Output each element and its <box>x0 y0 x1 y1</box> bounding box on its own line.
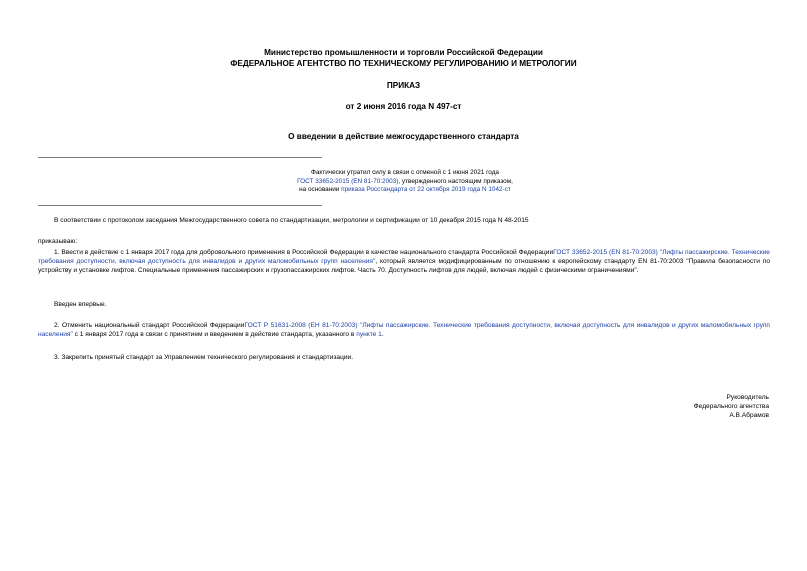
item-2 <box>38 322 770 340</box>
item-2-prefix: 2. Отменить национальный стандарт Российской Федерации <box>54 322 245 329</box>
item-1-suffix: , который является модифицированным по отношению к европейскому стандарту EN 81-70:2003 "Правила безопасности по устройству и установке лифтов. Специальные применения пассажирских и грузопассажирских лифтов. Часть 70. Доступность лифтов для людей, включая людей с физическими ограничениями". <box>38 257 770 274</box>
status-line-1: Фактически утратил силу в связи с отменой с 1 июня 2021 года <box>311 169 499 176</box>
preamble: В соответствии с протоколом заседания Межгосударственного совета по стандартизации, метрологии и сертификации от 10 декабря 2015 года N 48-2015 <box>54 217 529 224</box>
item-2-middle: с 1 января 2017 года в связи с принятием и введением в действие стандарта, указанного в <box>72 330 357 338</box>
signature-name: А.В.Абрамов <box>729 411 769 419</box>
item-1 <box>38 249 770 276</box>
status-line-2-rest: , утвержденного настоящим приказом, <box>398 177 513 185</box>
date-number: от 2 июня 2016 года N 497-ст <box>345 102 462 111</box>
document-subject: О введении в действие межгосударственного стандарта <box>288 132 519 141</box>
gost-33652-link[interactable]: ГОСТ 33652-2015 (EN 81-70:2003) "Лифты пассажирские. Технические требования доступности, включая доступность для инвалидов и других маломобильных групп населения" <box>38 249 770 265</box>
status-line-3-prefix: на основании <box>299 186 342 194</box>
status-line-3 <box>180 186 630 195</box>
status-standard-link[interactable]: ГОСТ 33652-2015 (EN 81-70:2003) <box>297 177 399 185</box>
rosstandart-order-link[interactable]: приказа Росстандарта от 22 октября 2019 года N 1042-ст <box>341 186 511 194</box>
agency-title: ФЕДЕРАЛЬНОЕ АГЕНТСТВО ПО ТЕХНИЧЕСКОМУ РЕГУЛИРОВАНИЮ И МЕТРОЛОГИИ <box>230 59 577 68</box>
introduced-first: Введен впервые. <box>54 301 107 308</box>
ministry-title: Министерство промышленности и торговли Российской Федерации <box>264 48 543 57</box>
gost-r-51631-link[interactable]: ГОСТ Р 51631-2008 (ЕН 81-70:2003) "Лифты пассажирские. Технические требования доступности, включая доступность для инвалидов и других маломобильных групп населения" <box>38 322 771 338</box>
doc-type: ПРИКАЗ <box>386 81 421 90</box>
signature-block <box>694 394 769 421</box>
item-3: 3. Закрепить принятый стандарт за Управлением технического регулирования и стандартизации. <box>54 354 354 361</box>
separator-top <box>38 157 322 158</box>
order-word: приказываю: <box>38 238 78 245</box>
status-line-2 <box>180 178 630 187</box>
item-2-end: . <box>381 330 384 338</box>
item-1-prefix: 1. Ввести в действие с 1 января 2017 года для добровольного применения в Российской Федерации в качестве национального стандарта Российской Федерации <box>54 249 554 256</box>
signature-title-2: Федерального агентства <box>693 402 769 410</box>
separator-bottom <box>38 205 322 206</box>
signature-title-1: Руководитель <box>726 394 769 401</box>
point-1-link[interactable]: пункте 1 <box>356 330 382 338</box>
status-note <box>180 169 630 195</box>
